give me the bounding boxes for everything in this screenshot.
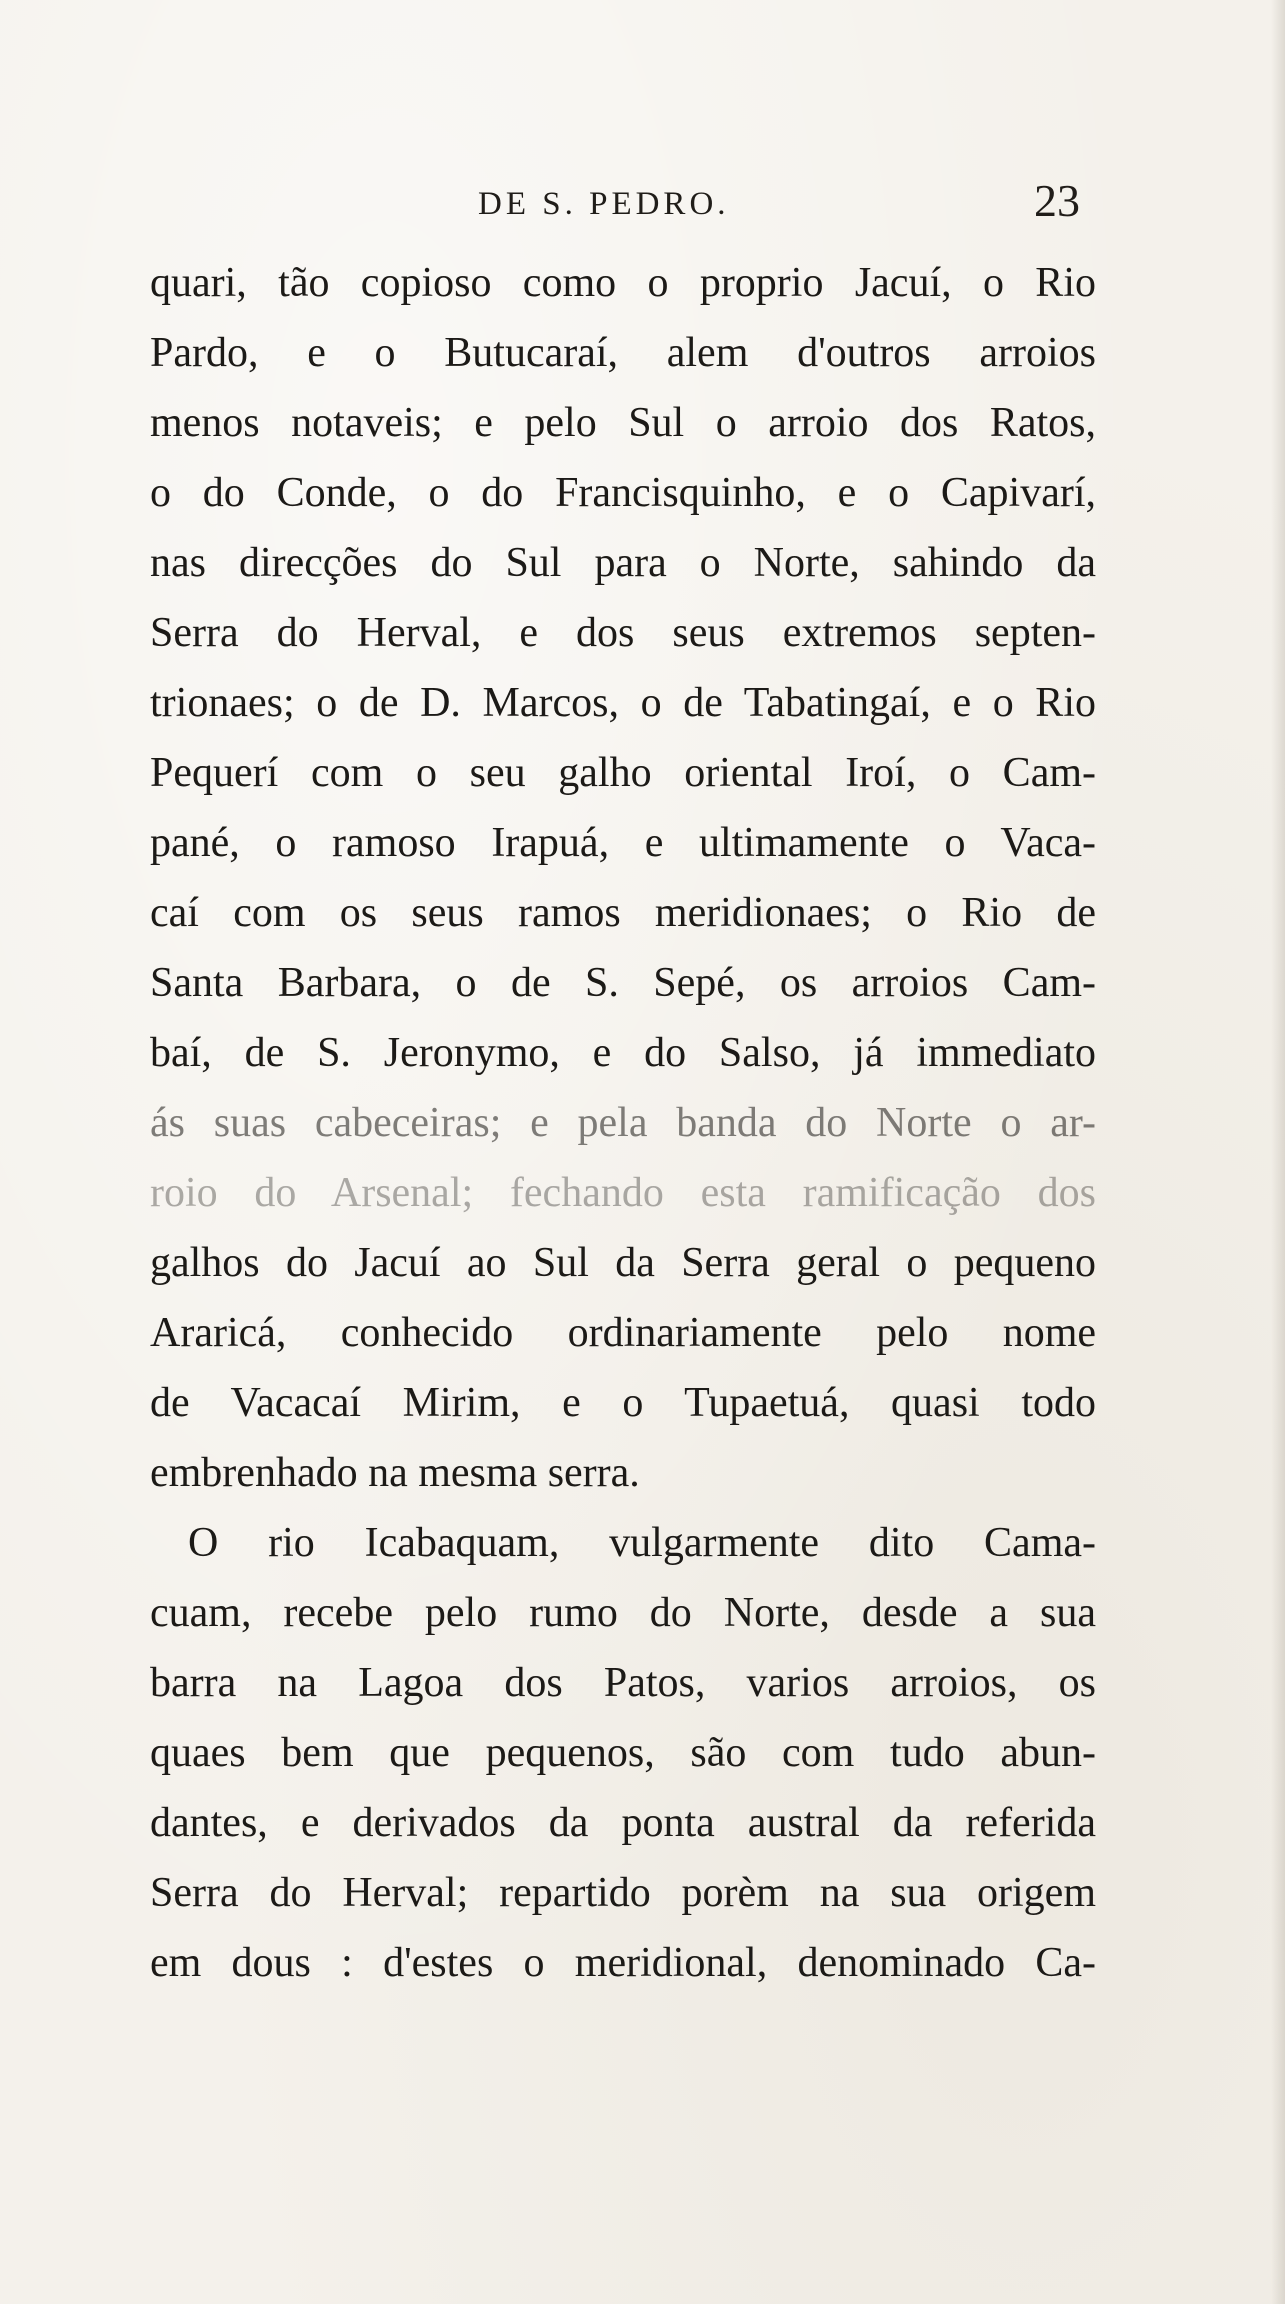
text-line: Serra do Herval, e dos seus extremos septen-: [150, 610, 1096, 656]
text-line: Santa Barbara, o de S. Sepé, os arroios Cam-: [150, 960, 1096, 1006]
text-line: cuam, recebe pelo rumo do Norte, desde a sua: [150, 1590, 1096, 1636]
text-line: trionaes; o de D. Marcos, o de Tabatingaí, e o Rio: [150, 680, 1096, 726]
text-line: quaes bem que pequenos, são com tudo abun-: [150, 1730, 1096, 1776]
text-line: embrenhado na mesma serra.: [150, 1450, 640, 1496]
text-line: Serra do Herval; repartido porèm na sua origem: [150, 1870, 1096, 1916]
text-line: galhos do Jacuí ao Sul da Serra geral o pequeno: [150, 1240, 1096, 1286]
body-text: [150, 248, 1096, 1998]
text-line: o do Conde, o do Francisquinho, e o Capivarí,: [150, 470, 1096, 516]
text-line: em dous : d'estes o meridional, denominado Ca-: [150, 1940, 1096, 1986]
text-line: quari, tão copioso como o proprio Jacuí, o Rio: [150, 260, 1096, 306]
text-line: baí, de S. Jeronymo, e do Salso, já immediato: [150, 1030, 1096, 1076]
text-line: roio do Arsenal; fechando esta ramificação dos: [150, 1170, 1096, 1216]
text-line: nas direcções do Sul para o Norte, sahindo da: [150, 540, 1096, 586]
text-line: pané, o ramoso Irapuá, e ultimamente o Vaca-: [150, 820, 1096, 866]
text-line: barra na Lagoa dos Patos, varios arroios, os: [150, 1660, 1096, 1706]
text-line: caí com os seus ramos meridionaes; o Rio de: [150, 890, 1096, 936]
text-line: Pequerí com o seu galho oriental Iroí, o Cam-: [150, 750, 1096, 796]
page-header: [150, 172, 1080, 232]
text-line: Pardo, e o Butucaraí, alem d'outros arroios: [150, 330, 1096, 376]
page-number: 23: [1034, 175, 1080, 226]
running-title: DE S. PEDRO.: [478, 186, 730, 222]
text-line: Araricá, conhecido ordinariamente pelo nome: [150, 1310, 1096, 1356]
text-line: de Vacacaí Mirim, e o Tupaetuá, quasi todo: [150, 1380, 1096, 1426]
text-line: dantes, e derivados da ponta austral da referida: [150, 1800, 1096, 1846]
text-line: ás suas cabeceiras; e pela banda do Norte o ar-: [150, 1100, 1096, 1146]
page-edge-shadow: [1271, 0, 1285, 2304]
text-line: menos notaveis; e pelo Sul o arroio dos Ratos,: [150, 400, 1096, 446]
paragraph-start-line: O rio Icabaquam, vulgarmente dito Cama-: [188, 1520, 1096, 1566]
